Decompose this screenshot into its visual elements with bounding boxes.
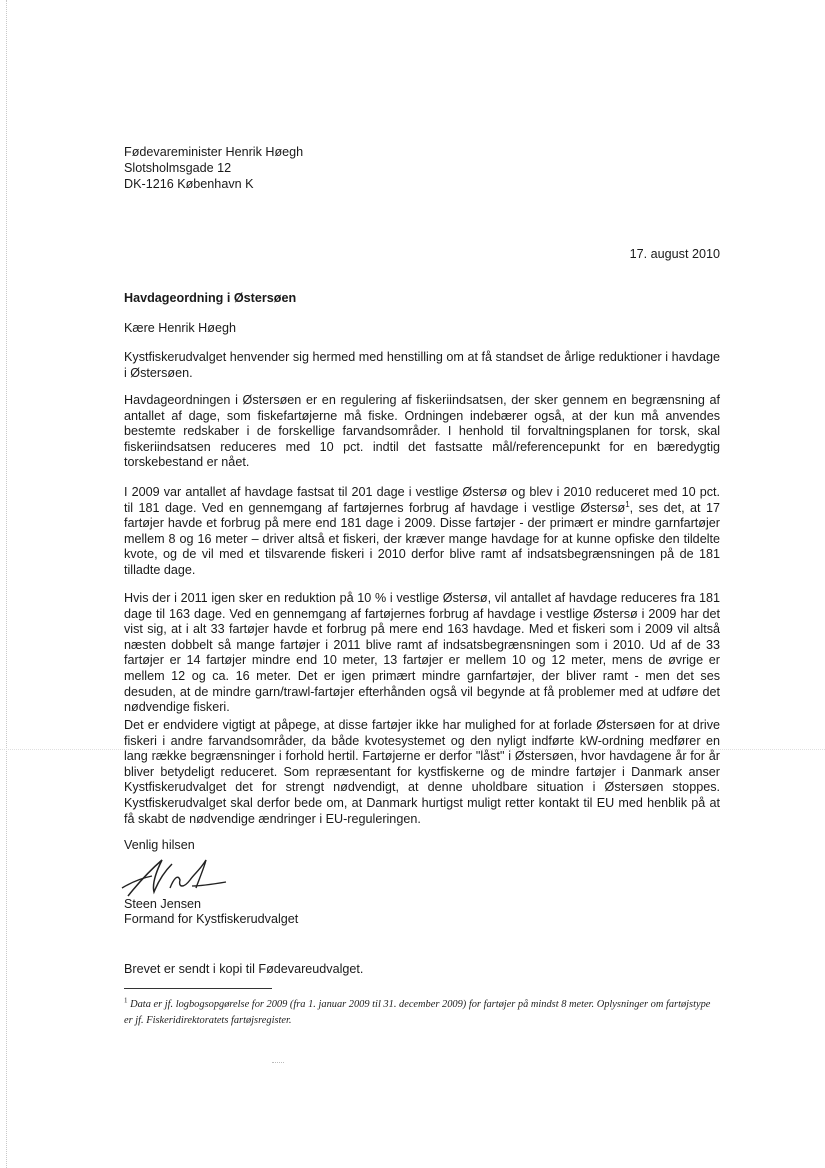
recipient-city: DK-1216 København K [124,177,254,191]
sender-name: Steen Jensen [124,897,202,911]
copy-note: Brevet er sendt i kopi til Fødevareudvalget. [124,962,364,976]
footnote-divider [124,988,272,989]
paragraph-3-text-b: , ses det, at 17 fartøjer havde et forbrug på mere end 181 dage i 2009. Disse fartøjer - der primært er mindre garnfartøjer mellem 8 og 16 meter – driver altså et fiskeri, der kræver mange havdage for at kunne opfiske den tildelte kvote, og de vil med et tilsvarende fiskeri i 2010 derfor blive ramt af indsatsbegrænsningen på de 181 tilladte dage. [124,500,720,577]
footnote-reference: 1 [625,499,630,509]
paragraph-3-text-a: I 2009 var antallet af havdage fastsat til 201 dage i vestlige Østersø og blev i 2010 reduceret med 10 pct. til 181 dage. Ved en gennemgang af fartøjernes forbrug af havdage i vestlige Østersø [124,485,720,515]
salutation: Kære Henrik Høegh [124,321,236,335]
scan-edge-line [6,0,7,1168]
footnote-number: 1 [124,996,128,1005]
paragraph-1: Kystfiskerudvalget henvender sig hermed med henstilling om at få standset de årlige reduktioner i havdage i Østersøen. [124,350,720,380]
footnote-text: Data er jf. logbogsopgørelse for 2009 (fra 1. januar 2009 til 31. december 2009) for fartøjer på mindst 8 meter. Oplysninger om fartøjstype er jf. Fiskeridirektoratets fartøjsregister. [124,999,711,1026]
letter-subject: Havdageordning i Østersøen [124,291,297,305]
paragraph-2: Havdageordningen i Østersøen er en regulering af fiskeriindsatsen, der sker gennem en begrænsning af antallet af dage, som fiskefartøjerne må fiske. Ordningen indebærer også, at der kun må anvendes bestemte redskaber i de forskellige farvandsområder. I henhold til forvaltningsplanen for torsk, skal fiskeriindsatsen reduceres med 10 pct. indtil det fastsatte mål/referencepunkt for en bæredygtig torskebestand er nået. [124,393,720,470]
sender-title: Formand for Kystfiskerudvalget [124,912,299,926]
handwritten-signature [118,852,228,900]
paragraph-4: Hvis der i 2011 igen sker en reduktion på 10 % i vestlige Østersø, vil antallet af havdage reduceres fra 181 dage til 163 dage. Ved en gennemgang af fartøjernes forbrug af havdage i vestlige Østersø i 2009 har det vist sig, at i alt 33 fartøjer havde et forbrug på mere end 163 havdage. Med et fiskeri som i 2009 vil altså næsten dobbelt så mange fartøjer i 2011 blive ramt af indsatsbegrænsningen som i 2010. Ud af de 33 fartøjer er 14 fartøjer mindre end 10 meter, 13 fartøjer er mellem 10 og 12 meter, mens de øvrige er mellem 12 og ca. 16 meter. Det er igen primært mindre garnfartøjer, der bliver ramt - men det ses desuden, at de mindre garn/trawl-fartøjer efterhånden også vil begynde at få problemer med at udføre det nødvendige fiskeri. [124,591,720,715]
scan-mark [272,1062,284,1063]
recipient-name: Fødevareminister Henrik Høegh [124,145,304,159]
paragraph-3 [124,485,720,579]
paragraph-5: Det er endvidere vigtigt at påpege, at disse fartøjer ikke har mulighed for at forlade Østersøen for at drive fiskeri i andre farvandsområder, da både kvotesystemet og den nyligt indførte kW-ordning medfører en lang række begrænsninger i forhold hertil. Fartøjerne er derfor "låst" i Østersøen, hvor havdagene år for år bliver betydeligt reduceret. Som repræsentant for kystfiskerne og de mindre fartøjer i Danmark anser Kystfiskerudvalget det for strengt nødvendigt, at denne uholdbare situation i Østersøen stoppes. Kystfiskerudvalget skal derfor bede om, at Danmark hurtigst muligt retter kontakt til EU med henblik på at få skabt de nødvendige ændringer i EU-reguleringen. [124,718,720,826]
recipient-street: Slotsholmsgade 12 [124,161,232,175]
letter-date: 17. august 2010 [629,247,720,261]
recipient-address [124,145,303,193]
footnote [124,997,714,1028]
closing: Venlig hilsen [124,838,195,852]
